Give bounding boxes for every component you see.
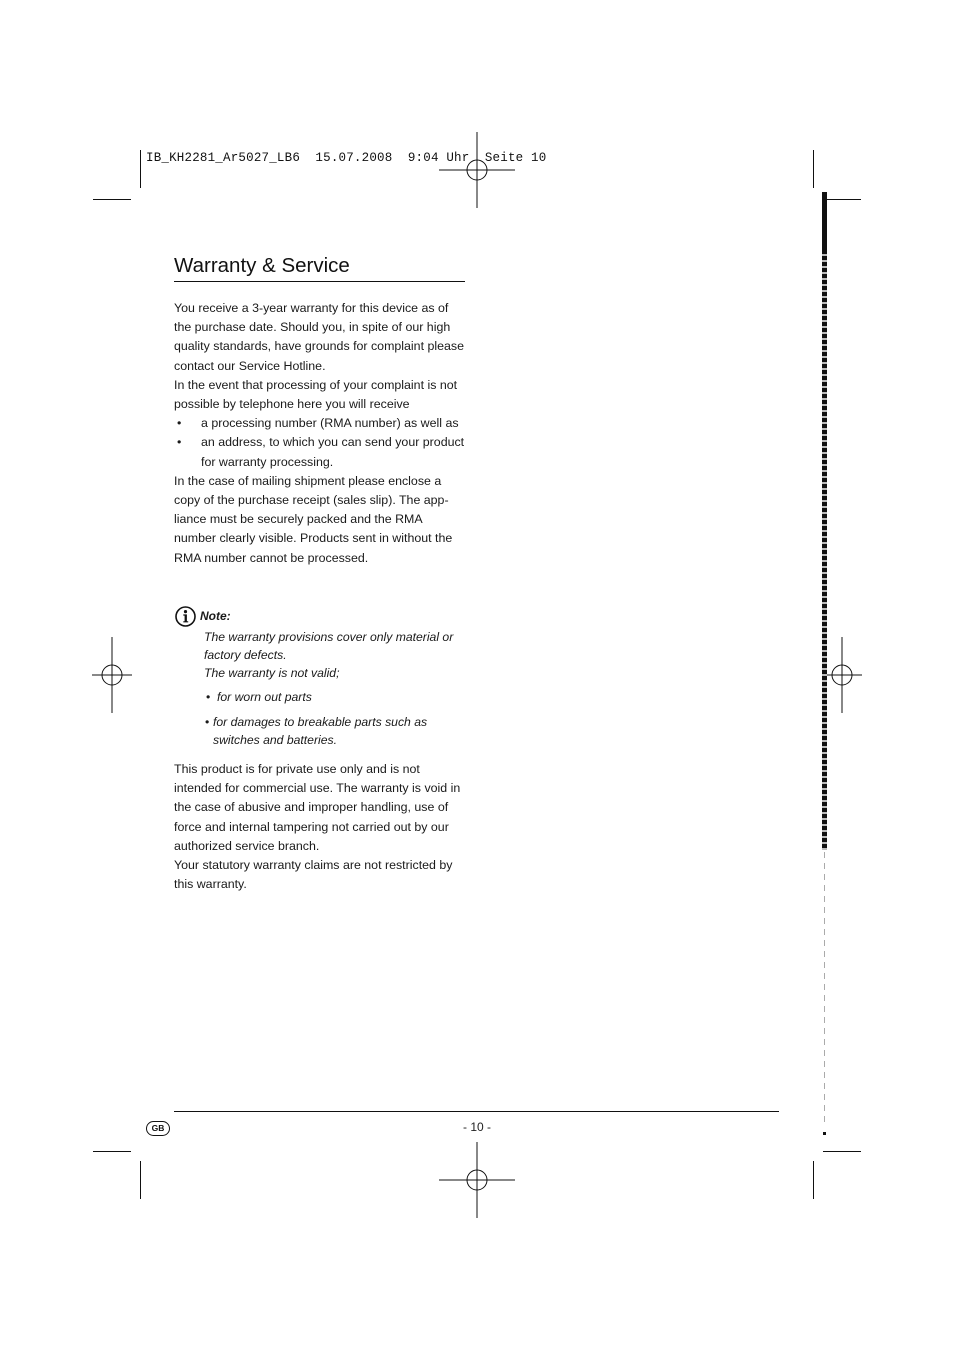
intro-bullet-list (174, 414, 466, 472)
list-item: • for worn out parts (206, 690, 312, 704)
note-text: The warranty provisions cover only material or factory defects. (204, 630, 454, 662)
intro-paragraph: In the case of mailing shipment please enclose a copy of the purchase receipt (sales slip). The app-liance must be securely packed and the RMA number clearly visible. Products sent in without the RMA number cannot be processed. (174, 473, 453, 565)
list-item: • for damages to breakable parts such as switches and batteries. (205, 715, 428, 747)
note-text: The warranty is not valid; (204, 666, 340, 680)
list-item: • a processing number (RMA number) as well as (174, 414, 466, 433)
bullet-symbol: • (205, 715, 210, 729)
intro-paragraph: You receive a 3-year warranty for this device as of the purchase date. Should you, in spite of our high quality standards, have grounds for complaint please contact our Service Hotline. (174, 301, 464, 373)
closing-section (174, 760, 466, 894)
margin-bar (822, 192, 827, 250)
intro-section (174, 299, 466, 568)
margin-dot (823, 1132, 826, 1135)
note-bullet-list (204, 688, 474, 749)
print-slug: IB_KH2281_Ar5027_LB6 15.07.2008 9:04 Uhr Seite 10 (146, 151, 547, 165)
bullet-symbol: • (177, 416, 182, 431)
section-title: Warranty & Service (174, 254, 350, 277)
title-underline (174, 281, 465, 282)
info-icon (175, 606, 196, 627)
registration-mark-icon (439, 1142, 515, 1218)
closing-paragraph: Your statutory warranty claims are not restricted by this warranty. (174, 858, 453, 892)
note-label: Note: (200, 609, 231, 623)
note-body (204, 628, 474, 756)
footer-rule (174, 1111, 779, 1112)
bullet-symbol: • (177, 435, 182, 450)
registration-mark-icon (804, 637, 880, 713)
note-heading (175, 605, 231, 627)
margin-guide-line (824, 852, 825, 1122)
bullet-symbol: • (206, 690, 211, 704)
intro-paragraph: In the event that processing of your complaint is not possible by telephone here you will receive (174, 377, 458, 412)
language-badge: GB (146, 1121, 170, 1136)
list-item: • an address, to which you can send your product for warranty processing. (177, 435, 465, 469)
registration-mark-icon (439, 132, 515, 208)
page-number: - 10 - (462, 1120, 491, 1134)
closing-paragraph: This product is for private use only and is not intended for commercial use. The warranty is void in the case of abusive and improper handling, use of force and internal tampering not carried out by our authorized service branch. (174, 762, 461, 853)
margin-bar-dashed (822, 250, 827, 850)
registration-mark-icon (74, 637, 150, 713)
